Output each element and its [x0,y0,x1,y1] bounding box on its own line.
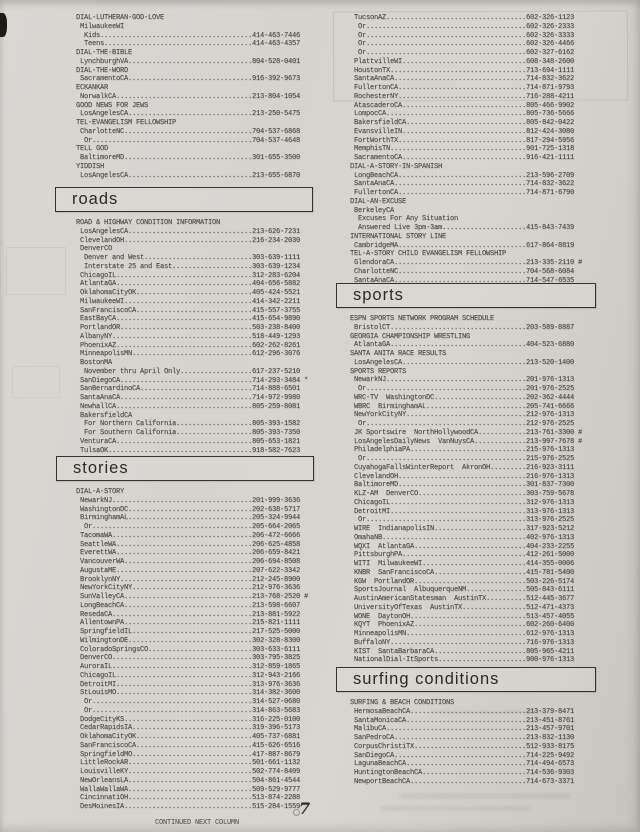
directory-entry: Teens.....................................414-463-4357 [76,40,301,49]
stories-listings [76,488,308,812]
directory-entry: ClevelandOH................................216-976-1313 [350,472,575,481]
directory-entry: SportsJournal AlbuquerqueNM...............505-843-6111 [350,586,575,595]
listing-group-title: DenverCO [76,245,113,254]
listing-group-title: ECKANKAR [76,84,109,92]
listing-group-title: DIAL-THE-BIBLE [76,49,133,57]
directory-entry: Or........................................602-326-3333 [350,31,575,40]
directory-entry: SanPedroCA.................................213-832-1130 [350,734,575,742]
directory-entry: DetroitMI..................................313-976-3636 [76,680,301,689]
scan-smudge [0,13,7,37]
directory-entry: Or........................................314-863-5683 [76,706,301,715]
directory-entry: LosAngelesCA...............................213-520-1400 [350,358,575,367]
directory-entry: BristolCT..................................203-589-8887 [350,323,575,332]
sports-listings [350,315,582,665]
directory-entry: Interstate 25 and East....................303-639-1234 [76,262,301,271]
directory-entry: BirminghamAL...............................205-324-9944 [76,514,301,523]
directory-entry: WRC-TV WashingtonDC.......................202-362-4444 [350,393,575,402]
listing-group-title: BostonMA [76,359,113,367]
directory-entry: SantaMonicaCA..............................213-451-8761 [350,716,575,725]
directory-entry: BuffaloNY..................................716-976-1313 [350,638,575,647]
directory-entry: SantaAnaCA.................................714-547-6535 [350,276,575,285]
directory-entry: AuroraIL...................................312-859-1865 [76,663,301,671]
directory-entry: OmahaNB....................................402-976-1313 [350,533,575,542]
directory-entry: WITI MilwaukeeWI..........................414-355-0006 [350,560,575,568]
directory-entry: SanDiegoCA.................................714-225-9492 [350,751,575,760]
directory-entry: DodgeCityKS................................316-225-0100 [76,715,301,724]
directory-entry: SanFranciscoCA.............................415-626-6516 [76,741,301,750]
directory-entry: AllentownPA................................215-821-1111 [76,619,301,628]
page-number: 7 [299,799,311,818]
directory-entry: For Northern California...................805-393-1582 [76,420,301,429]
scan-smudge [380,806,530,811]
directory-entry: EvansvilleIN...............................812-424-3080 [350,127,575,136]
directory-entry: NewhallCA..................................805-259-8081 [76,402,301,411]
directory-entry: TulsaOK....................................918-582-7623 [76,446,301,455]
section-header-roads [55,187,313,212]
directory-entry: FortWorthTX................................817-294-5956 [350,136,575,145]
directory-entry: WilmingtonDE...............................302-328-8300 [76,636,301,645]
directory-entry: SunValleyCA................................213-768-2520 # [76,593,309,601]
listing-group-title: DIAL-A-STORY [76,488,125,496]
directory-entry: NewYorkCityNY..............................212-976-1313 [350,411,575,420]
directory-entry: HermosaBeachCA.............................213-379-8471 [350,707,575,716]
directory-entry: PlattvilleWI...............................608-348-2600 [350,57,575,66]
directory-entry: SanDiegoCA.................................714-293-3484 * [76,376,309,385]
directory-entry: Or........................................602-327-6162 [350,49,575,57]
directory-entry: DetroitMI..................................313-976-1313 [350,507,575,516]
directory-entry: HoustonTX..................................713-694-1111 [350,66,575,75]
directory-entry: ClevelandOH................................216-234-2030 [76,236,301,245]
directory-entry: OklahomaCityOK.............................405-424-5521 [76,289,301,297]
directory-entry: Answered Live 3pm-3am.....................415-843-7439 [350,224,575,232]
listing-group-title: SANTA ANITA RACE RESULTS [350,350,447,358]
directory-entry: Or........................................602-326-2333 [350,22,575,31]
directory-entry: For Southern California...................805-393-7350 [76,429,301,437]
stories-continued-listings [350,14,582,285]
directory-entry: BaltimoreMD................................301-655-3500 [76,154,301,162]
directory-entry: Or........................................602-326-4466 [350,40,575,49]
directory-entry: Or........................................314-527-0680 [76,698,301,706]
directory-entry: NewportBeachCA.............................714-673-3371 [350,777,575,786]
directory-entry: StLouisMO..................................314-382-3600 [76,689,301,698]
directory-entry: BakersfieldCA..............................805-842-0422 [350,119,575,127]
directory-entry: CincinnatiOH...............................513-874-2288 [76,794,301,803]
directory-entry: FullertonCA................................714-871-9793 [350,84,575,92]
directory-entry: NationalDial-ItSports......................900-976-1313 [350,656,575,665]
directory-entry: LosAngelesCA...............................213-250-5475 [76,110,301,119]
directory-entry: GlendoraCA.................................213-335-2110 # [350,259,583,267]
directory-entry: JK Sportswire NorthHollywoodCA............213-761-3300 # [350,428,583,437]
directory-entry: MalibuCA...................................213-457-9701 [350,725,575,734]
directory-entry: AugustaME..................................207-622-3342 [76,566,301,575]
directory-entry: EverettWA..................................206-659-8421 [76,549,301,558]
directory-entry: LittleRockAR...............................501-661-1132 [76,759,301,768]
listing-group-title: BakersfieldCA [76,411,133,420]
directory-entry: TucsonAZ...................................602-326-1123 [350,14,575,22]
directory-entry: VenturaCA..................................805-653-1821 [76,437,301,446]
listing-group-title: SPORTS REPORTS [350,367,407,376]
directory-entry: NewarkNJ...................................201-999-3636 [76,496,301,505]
directory-entry: LosAngelesCA...............................213-655-6870 [76,171,301,180]
directory-entry: EastBayCA..................................415-654-9890 [76,315,301,324]
directory-entry: SacramentoCA...............................916-421-1111 [350,154,575,162]
directory-entry: CuyahogaFallsWinterReport AkronOH.........216-923-3111 [350,463,575,472]
directory-entry: NewYorkCityNY..............................212-976-3636 [76,584,301,593]
directory-entry: Or........................................313-976-2525 [350,516,575,525]
directory-entry: KQYT PhoenixAZ............................602-260-6400 [350,621,575,630]
directory-entry: PhiladelphiaPA.............................215-976-1313 [350,446,575,455]
directory-entry: BrooklynNY.................................212-245-8900 [76,575,301,584]
directory-entry: ColoradoSpringsCO..........................303-633-6111 [76,645,301,654]
section-header-surfing [336,667,596,692]
directory-entry: HuntingtonBeachCA..........................714-536-9303 [350,769,575,777]
directory-entry: RochesterNY................................716-288-4211 [350,92,575,101]
continued-note: CONTINUED NEXT COLUMN [155,819,240,827]
directory-entry: MinneapolisMN..............................612-976-1313 [350,630,575,638]
listing-group-title: Excuses For Any Situation [350,215,459,224]
directory-entry: LouisvilleKY...............................502-774-8409 [76,768,301,776]
section-title-stories: stories [73,459,129,477]
directory-entry: NewarkNJ...................................201-976-1313 [350,376,575,385]
listing-group-title: TEL-EVANGELISM FELLOWSHIP [76,119,177,127]
directory-entry: AtlantaGA..................................404-656-5882 [76,280,301,289]
listing-group-title: TEL-A-STORY CHILD EVANGELISM FELLOWSHIP [350,250,507,259]
directory-entry: CorpusChristiTX............................512-933-8175 [350,742,575,751]
directory-entry: MemphisTN..................................901-725-1318 [350,145,575,154]
directory-entry: Or........................................215-976-2525 [350,455,575,463]
directory-entry: WONE DaytonOH.............................513-457-4055 [350,612,575,621]
directory-entry: AtlantaGA..................................404-523-6880 [350,341,575,350]
directory-entry: Or........................................212-976-2525 [350,420,575,428]
directory-entry: AlbanyNY...................................518-449-1293 [76,332,301,341]
listing-group-title: DIAL-A-STORY-IN-SPANISH [350,162,443,171]
directory-entry: KGW PortlandOR............................503-226-5174 [350,577,575,586]
directory-entry: WIRE IndianapolisIN.......................317-923-5212 [350,525,575,533]
directory-entry: Or........................................205-664-2065 [76,523,301,531]
listing-group-title: DIAL-THE-WORD [76,66,129,75]
directory-entry: VancouverWA................................206-694-8508 [76,558,301,566]
directory-entry: Or........................................704-537-4648 [76,136,301,145]
section-header-stories [56,456,314,481]
directory-entry: November thru April Only..................617-237-5210 [76,367,301,376]
directory-entry: Denver and West...........................303-639-1111 [76,254,301,262]
directory-entry: AustinAmericanStatesman AustinTX..........512-445-3677 [350,595,575,603]
directory-entry: UniversityOfTexas AustinTX................512-471-4373 [350,603,575,612]
directory-entry: SpringfieldMO..............................417-887-8679 [76,750,301,759]
roads-listings [76,219,308,455]
religion-listings [76,14,300,180]
directory-entry: MinneapolisMN..............................612-296-3076 [76,350,301,359]
directory-entry: LagunaBeachCA..............................714-494-6573 [350,760,575,769]
directory-entry: CedarRapidsIA..............................319-396-5173 [76,724,301,733]
page-showthrough [6,247,66,295]
directory-entry: PhoenixAZ..................................602-262-8261 [76,341,301,350]
directory-entry: Kids......................................414-463-7446 [76,31,301,40]
scan-smudge [400,793,570,799]
directory-entry: LosAngelesDailyNews VanNuysCA.............213-997-7678 # [350,437,583,446]
directory-entry: WBRC BirminghamAL.........................205-741-6666 [350,402,575,411]
listing-group-title: ESPN SPORTS NETWORK PROGRAM SCHEDULE [350,315,495,323]
listing-group-title: BerkeleyCA [350,206,395,215]
listing-group-title: YIDDISH [76,162,105,171]
directory-entry: PittsburghPA...............................412-261-5000 [350,551,575,560]
directory-entry: KNBR SanFranciscoCA.......................415-781-5400 [350,568,575,577]
directory-entry: MilwaukeeWI................................414-342-2211 [76,297,301,306]
directory-entry: SanFranciscoCA.............................415-557-3755 [76,306,301,315]
directory-entry: AtascaderoCA...............................805-466-9902 [350,101,575,110]
directory-entry: SantaAnaCA.................................714-972-9980 [76,394,301,402]
directory-entry: Or........................................201-976-2525 [350,385,575,393]
directory-entry: KIST SantaBarbaraCA.......................805-965-4211 [350,647,575,656]
listing-group-title: GOOD NEWS FOR JEWS [76,101,149,110]
listing-group-title: TELL GOD [76,145,109,154]
section-header-sports [336,283,596,308]
section-title-roads: roads [72,190,119,208]
directory-entry: CharlotteNC................................704-568-6084 [350,267,575,276]
directory-entry: LynchburghVA...............................804-528-0401 [76,57,301,66]
page-showthrough [12,366,60,398]
directory-entry: SeattleWA..................................206-625-4858 [76,540,301,549]
directory-entry: NorwalkCA..................................213-804-1054 [76,92,301,101]
surfing-listings [350,699,574,787]
directory-entry: SpringfieldIL..............................217-525-5000 [76,628,301,636]
directory-entry: DenverCO...................................303-795-3825 [76,654,301,663]
section-title-surfing: surfing conditions [353,670,500,688]
listing-group-title: DIAL-AN-EXCUSE [350,197,407,206]
listing-group-title: MilwaukeeWI [76,22,125,31]
directory-entry: LosAngelesCA...............................213-626-7231 [76,227,301,236]
directory-entry: LongBeachCA................................213-596-2709 [350,171,575,180]
section-title-sports: sports [353,286,404,304]
directory-entry: TacomaWA...................................206-472-6666 [76,531,301,540]
directory-entry: SanBernardinoCA............................714-888-6501 [76,385,301,394]
directory-entry: WQXI AtlantaGA............................404-233-2255 [350,542,575,551]
directory-entry: LongBeachCA................................213-598-6607 [76,601,301,610]
directory-entry: ChicagoIL..................................312-943-2166 [76,671,301,680]
listing-group-title: GEORGIA CHAMPIONSHIP WRESTLING [350,332,471,341]
directory-entry: ChicagoIL..................................312-283-6204 [76,271,301,280]
listing-group-title: INTERNATIONAL STORY LINE [350,232,447,241]
directory-entry: PortlandOR.................................503-238-8400 [76,324,301,332]
directory-entry: KLZ-AM DenverCO...........................303-759-5678 [350,490,575,498]
directory-entry: NewOrleansLA...............................504-861-4544 [76,776,301,785]
directory-entry: FullertonCA................................714-871-6790 [350,189,575,197]
directory-entry: SantaAnaCA.................................714-832-3622 [350,75,575,84]
directory-entry: WallaWallaWA...............................509-529-9777 [76,785,301,794]
listing-group-title: DIAL-LUTHERAN-GOD-LOVE [76,14,165,22]
directory-entry: DesMoinesIA................................515-284-1559 [76,803,301,811]
listing-group-title: SURFING & BEACH CONDITIONS [350,699,455,707]
directory-entry: BaltimoreMD................................301-837-7300 [350,481,575,490]
directory-entry: LompocCA...................................805-736-5666 [350,110,575,119]
directory-entry: OklahomaCityOK.............................405-737-6881 [76,733,301,741]
directory-entry: ChicagoIL..................................312-976-1313 [350,498,575,507]
directory-entry: ResedaCA...................................213-881-5922 [76,610,301,619]
directory-entry: SacramentoCA...............................916-392-9673 [76,75,301,84]
directory-entry: SantaAnaCA.................................714-832-3622 [350,180,575,189]
directory-entry: WashingtonDC...............................202-638-5717 [76,505,301,514]
directory-entry: CharlotteNC................................704-537-6868 [76,127,301,136]
listing-group-title: ROAD & HIGHWAY CONDITION INFORMATION [76,219,221,227]
directory-entry: CambridgeMA................................617-864-8819 [350,241,575,250]
